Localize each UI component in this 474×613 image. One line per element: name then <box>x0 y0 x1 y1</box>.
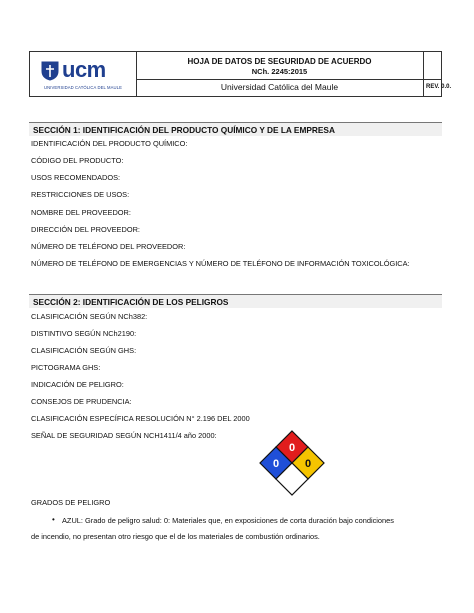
nfpa-diamond <box>258 430 326 498</box>
field-ghs-classification: CLASIFICACIÓN SEGÚN GHS: <box>31 346 137 355</box>
field-supplier-phone: NÚMERO DE TELÉFONO DEL PROVEEDOR: <box>31 242 186 251</box>
field-ghs-pictogram: PICTOGRAMA GHS: <box>31 363 101 372</box>
field-hazard-statement: INDICACIÓN DE PELIGRO: <box>31 380 124 389</box>
document-title: HOJA DE DATOS DE SEGURIDAD DE ACUERDO <box>187 57 372 66</box>
bullet-icon: • <box>52 515 55 524</box>
field-nch1411-sign: SEÑAL DE SEGURIDAD SEGÚN NCH1411/4 año 2000: <box>31 431 217 440</box>
nfpa-health-value: 0 <box>272 458 280 470</box>
section2-heading: SECCIÓN 2: IDENTIFICACIÓN DE LOS PELIGROS <box>29 294 442 308</box>
blank-cell <box>423 52 442 80</box>
header-table <box>29 51 452 97</box>
field-recommended-uses: USOS RECOMENDADOS: <box>31 173 121 182</box>
field-nch2190: DISTINTIVO SEGÚN NCh2190: <box>31 329 137 338</box>
field-resolution-2196: CLASIFICACIÓN ESPECÍFICA RESOLUCIÓN N° 2.196 DEL 2000 <box>31 414 250 423</box>
field-supplier-name: NOMBRE DEL PROVEEDOR: <box>31 208 131 217</box>
hazard-grades-heading: GRADOS DE PELIGRO <box>31 498 111 507</box>
section1-heading: SECCIÓN 1: IDENTIFICACIÓN DEL PRODUCTO QUÍMICO Y DE LA EMPRESA <box>29 122 442 136</box>
field-use-restrictions: RESTRICCIONES DE USOS: <box>31 190 130 199</box>
university-name: Universidad Católica del Maule <box>220 82 339 92</box>
nfpa-flammability-value: 0 <box>288 442 296 454</box>
university-shield-icon <box>41 61 59 81</box>
norm-reference: NCh. 2245:2015 <box>251 67 308 76</box>
grade-blue-line2: de incendio, no presentan otro riesgo que el de los materiales de combustión ordinarios. <box>31 532 320 541</box>
field-emergency-phone: NÚMERO DE TELÉFONO DE EMERGENCIAS Y NÚMERO DE TELÉFONO DE INFORMACIÓN TOXICOLÓGICA: <box>31 259 410 268</box>
field-supplier-address: DIRECCIÓN DEL PROVEEDOR: <box>31 225 140 234</box>
nfpa-reactivity-value: 0 <box>304 458 312 470</box>
grade-blue-line1: AZUL: Grado de peligro salud: 0: Materiales que, en exposiciones de corta duración bajo condiciones <box>62 516 394 525</box>
field-product-code: CÓDIGO DEL PRODUCTO: <box>31 156 124 165</box>
field-nch382: CLASIFICACIÓN SEGÚN NCh382: <box>31 312 148 321</box>
revision-label: REV. 0.0. <box>423 79 441 96</box>
logo-subtitle: UNIVERSIDAD CATÓLICA DEL MAULE <box>44 85 122 90</box>
field-product-id: IDENTIFICACIÓN DEL PRODUCTO QUÍMICO: <box>31 139 188 148</box>
logo-wordmark: ucm <box>62 57 106 82</box>
logo-cell <box>30 52 137 96</box>
field-precautionary: CONSEJOS DE PRUDENCIA: <box>31 397 132 406</box>
title-cell <box>136 52 423 80</box>
